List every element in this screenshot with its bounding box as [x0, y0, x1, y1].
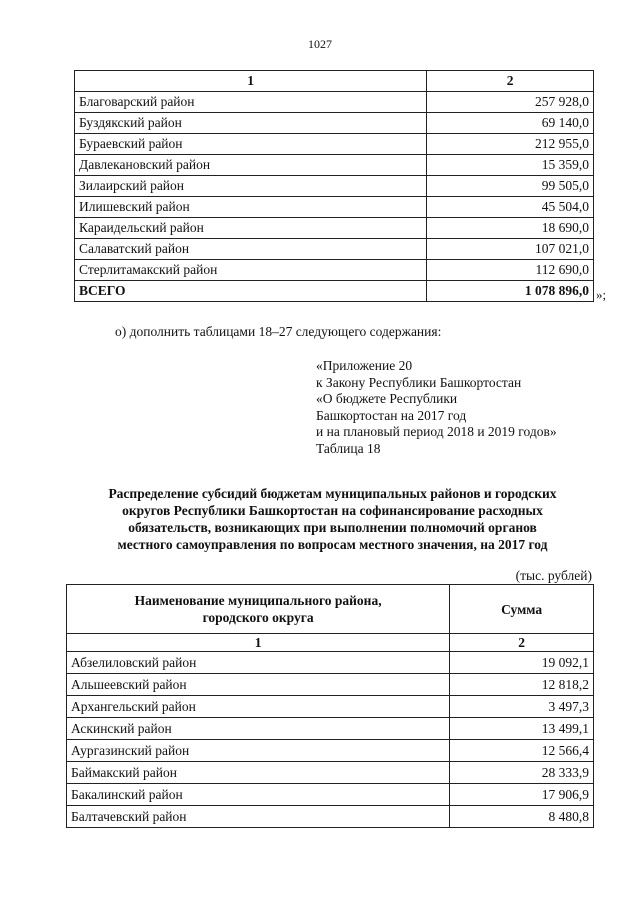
amount: 12 818,2: [450, 674, 594, 696]
page-number: 1027: [308, 37, 332, 51]
table-row: [75, 134, 594, 155]
table-row: [75, 176, 594, 197]
column-number-2: 2: [450, 634, 594, 652]
column-number-1: 1: [75, 71, 427, 92]
table-row: [75, 113, 594, 134]
amount: 45 504,0: [427, 197, 594, 218]
table-label: Таблица 18: [316, 440, 381, 456]
district-name: Баймакский район: [67, 762, 450, 784]
district-name: Абзелиловский район: [67, 652, 450, 674]
amount: 257 928,0: [427, 92, 594, 113]
title-line: округов Республики Башкортостан на софинансирование расходных: [122, 503, 543, 518]
amount: 99 505,0: [427, 176, 594, 197]
title-line: Распределение субсидий бюджетам муниципальных районов и городских: [108, 486, 557, 501]
units-label: (тыс. рублей): [515, 568, 592, 583]
amount: 12 566,4: [450, 740, 594, 762]
amount: 18 690,0: [427, 218, 594, 239]
table-row: [67, 784, 594, 806]
table-row: [67, 652, 594, 674]
district-name: Давлекановский район: [75, 155, 427, 176]
closing-quote: »;: [596, 287, 607, 302]
total-label: ВСЕГО: [75, 281, 427, 302]
subsidy-table-18: [66, 584, 594, 828]
table-row: [67, 740, 594, 762]
amount: 107 021,0: [427, 239, 594, 260]
district-name: Аскинский район: [67, 718, 450, 740]
column-header-amount: Сумма: [450, 585, 594, 634]
table-header-row: [67, 585, 594, 634]
amount: 19 092,1: [450, 652, 594, 674]
column-number-2: 2: [427, 71, 594, 92]
column-header-name: [67, 585, 450, 634]
table-row: [75, 260, 594, 281]
amount: 69 140,0: [427, 113, 594, 134]
subsidy-table-continued: [74, 70, 594, 302]
amount: 112 690,0: [427, 260, 594, 281]
table-row: [67, 762, 594, 784]
table-row: [75, 239, 594, 260]
district-name: Илишевский район: [75, 197, 427, 218]
district-name: Зилаирский район: [75, 176, 427, 197]
district-name: Салаватский район: [75, 239, 427, 260]
annex-line: «О бюджете Республики: [316, 391, 458, 406]
table-row: [75, 155, 594, 176]
table-row: [67, 674, 594, 696]
column-number-1: 1: [67, 634, 450, 652]
total-row: [75, 281, 594, 302]
district-name: Бураевский район: [75, 134, 427, 155]
table-row: [75, 92, 594, 113]
annex-line: Башкортостан на 2017 год: [316, 407, 467, 423]
amount: 15 359,0: [427, 155, 594, 176]
district-name: Стерлитамакский район: [75, 260, 427, 281]
district-name: Буздякский район: [75, 113, 427, 134]
annex-line: «Приложение 20: [316, 358, 413, 373]
district-name: Альшеевский район: [67, 674, 450, 696]
amount: 28 333,9: [450, 762, 594, 784]
table-row: [75, 197, 594, 218]
annex-line: и на плановый период 2018 и 2019 годов»: [316, 424, 557, 439]
table-row: [67, 806, 594, 828]
district-name: Балтачевский район: [67, 806, 450, 828]
header-line: городского округа: [202, 610, 314, 625]
annex-header: [316, 358, 557, 457]
district-name: Аургазинский район: [67, 740, 450, 762]
amount: 212 955,0: [427, 134, 594, 155]
amount: 3 497,3: [450, 696, 594, 718]
amendment-text: о) дополнить таблицами 18–27 следующего содержания:: [115, 324, 442, 339]
title-line: местного самоуправления по вопросам местного значения, на 2017 год: [117, 537, 548, 552]
annex-line: к Закону Республики Башкортостан: [316, 374, 522, 390]
table-row: [67, 696, 594, 718]
title-line: обязательств, возникающих при выполнении полномочий органов: [128, 520, 537, 535]
district-name: Бакалинский район: [67, 784, 450, 806]
district-name: Архангельский район: [67, 696, 450, 718]
header-line: Наименование муниципального района,: [134, 593, 382, 608]
column-number-row: [67, 634, 594, 652]
table-title: [70, 485, 595, 553]
amount: 8 480,8: [450, 806, 594, 828]
table-row: [67, 718, 594, 740]
district-name: Благоварский район: [75, 92, 427, 113]
total-amount: 1 078 896,0: [427, 281, 594, 302]
district-name: Караидельский район: [75, 218, 427, 239]
amount: 13 499,1: [450, 718, 594, 740]
table-row: [75, 218, 594, 239]
table-header-row: [75, 71, 594, 92]
amount: 17 906,9: [450, 784, 594, 806]
